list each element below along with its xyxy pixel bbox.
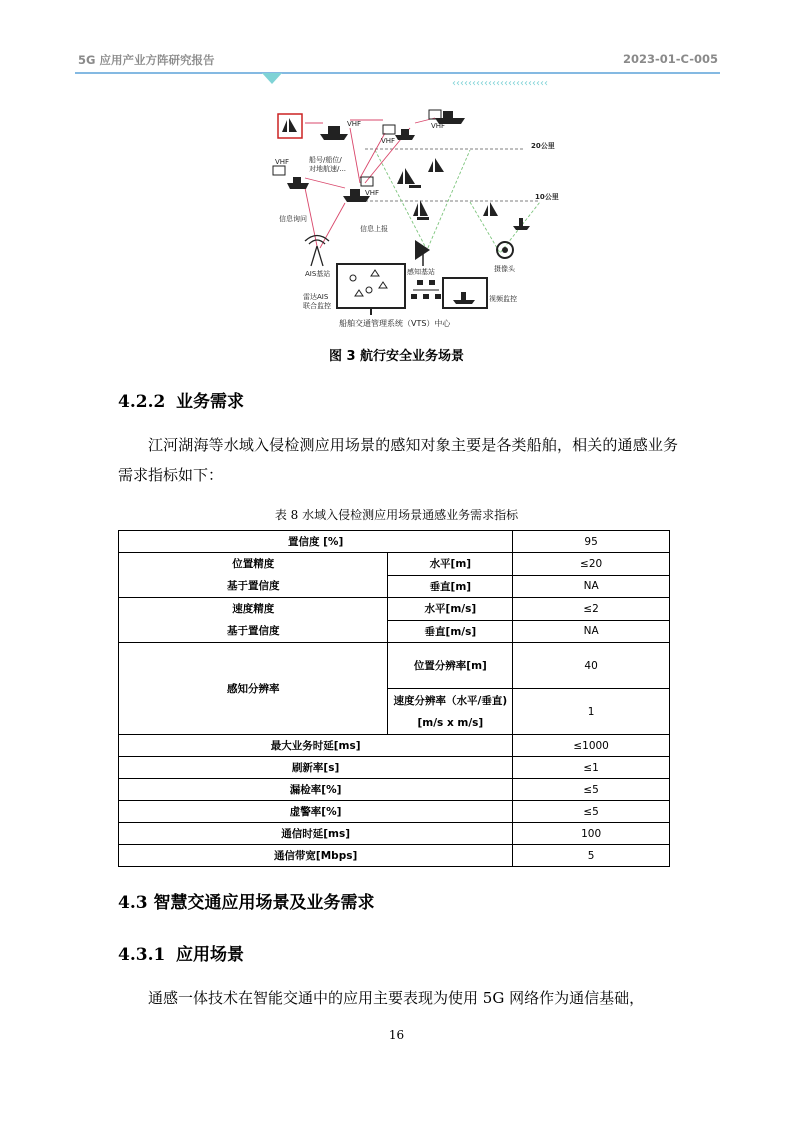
cell-value: 1 (513, 689, 670, 735)
cell-value: 100 (513, 823, 670, 845)
cell-label: 位置分辨率[m] (388, 643, 513, 689)
cell-label: 刷新率[s] (119, 757, 513, 779)
cell-label: 位置精度 基于置信度 (119, 553, 388, 598)
table-row (119, 801, 670, 823)
cell-label: 感知分辨率 (119, 643, 388, 735)
section-title: 应用场景 (176, 945, 244, 965)
figure-caption: 图 3 航行安全业务场景 (328, 349, 465, 364)
cell-label: 通信带宽[Mbps] (119, 845, 513, 867)
table-row (119, 531, 670, 553)
section-number: 4.3.1 (118, 945, 166, 965)
cell-label: 水平[m/s] (388, 598, 513, 621)
cell-label: 水平[m] (388, 553, 513, 576)
cell-value: NA (513, 575, 670, 598)
label-ship-info2: 对地航速/... (309, 165, 347, 173)
cell-value: 40 (513, 643, 670, 689)
label-vhf3: VHF (431, 122, 446, 130)
table-row (119, 823, 670, 845)
paragraph-requirements-intro: 江河湖海等水域入侵检测应用场景的感知对象主要是各类船舶，相关的通感业务需求指标如下： (118, 436, 678, 484)
section-title: 智慧交通应用场景及业务需求 (153, 893, 375, 913)
cell-value: NA (513, 620, 670, 643)
paragraph-application-intro: 通感一体技术在智能交通中的应用主要表现为使用 5G 网络作为通信基础， (148, 989, 645, 1007)
cell-value: 95 (513, 531, 670, 553)
label-radar2: 联合监控 (303, 302, 331, 310)
page-header (0, 0, 793, 90)
section-title: 业务需求 (176, 392, 244, 412)
label-report: 信息上报 (360, 225, 388, 233)
diagram-svg (265, 98, 559, 334)
label-vts: 船舶交通管理系统（VTS）中心 (339, 319, 451, 328)
table-row (119, 598, 670, 621)
header-decoration (0, 0, 793, 90)
cell-value: ≤5 (513, 779, 670, 801)
report-title: 5G 应用产业方阵研究报告 (78, 53, 215, 67)
navigation-safety-diagram (265, 98, 559, 334)
label-camera: 摄像头 (494, 265, 515, 273)
cell-label: 置信度 [%] (119, 531, 513, 553)
cell-label: 垂直[m/s] (388, 620, 513, 643)
section-heading-4-3 (118, 888, 375, 913)
cell-label: 漏检率[%] (119, 779, 513, 801)
label-vhf1: VHF (347, 120, 362, 128)
cell-value: ≤1000 (513, 735, 670, 757)
section-heading-4-2-2 (118, 387, 244, 412)
document-code: 2023-01-C-005 (622, 52, 718, 66)
cell-label: 垂直[m] (388, 575, 513, 598)
label-radar1: 雷达AIS (303, 293, 329, 301)
label-vhf5: VHF (365, 189, 380, 197)
cell-label: 虚警率[%] (119, 801, 513, 823)
cell-value: ≤5 (513, 801, 670, 823)
label-20km: 20公里 (531, 142, 555, 150)
label-query: 信息询问 (279, 215, 307, 223)
label-ais: AIS基站 (305, 270, 331, 278)
section-number: 4.3 (118, 893, 148, 913)
cell-label: 速度分辨率（水平/垂直) [m/s x m/s] (388, 689, 513, 735)
cell-label: 速度精度 基于置信度 (119, 598, 388, 643)
header-chevrons: ‹‹‹‹‹‹‹‹‹‹‹‹‹‹‹‹‹‹‹‹‹‹‹‹ (452, 78, 548, 89)
label-10km: 10公里 (535, 193, 559, 201)
table-caption: 表 8 水域入侵检测应用场景通感业务需求指标 (274, 508, 519, 522)
table-row (119, 735, 670, 757)
cell-label: 通信时延[ms] (119, 823, 513, 845)
table-row (119, 553, 670, 576)
label-sensing: 感知基站 (407, 268, 435, 276)
table-row (119, 779, 670, 801)
cell-value: ≤2 (513, 598, 670, 621)
label-vhf4: VHF (275, 158, 290, 166)
label-vhf2: VHF (381, 137, 396, 145)
section-heading-4-3-1 (118, 940, 244, 965)
cell-value: ≤20 (513, 553, 670, 576)
label-video: 视频监控 (489, 295, 517, 303)
label-ship-info: 船号/船位/ (309, 156, 342, 164)
requirements-table (118, 530, 670, 867)
cell-value: ≤1 (513, 757, 670, 779)
section-number: 4.2.2 (118, 392, 166, 412)
table-row (119, 845, 670, 867)
cell-label: 最大业务时延[ms] (119, 735, 513, 757)
page-number: 16 (388, 1028, 405, 1042)
table-row (119, 757, 670, 779)
table-row (119, 643, 670, 689)
cell-value: 5 (513, 845, 670, 867)
